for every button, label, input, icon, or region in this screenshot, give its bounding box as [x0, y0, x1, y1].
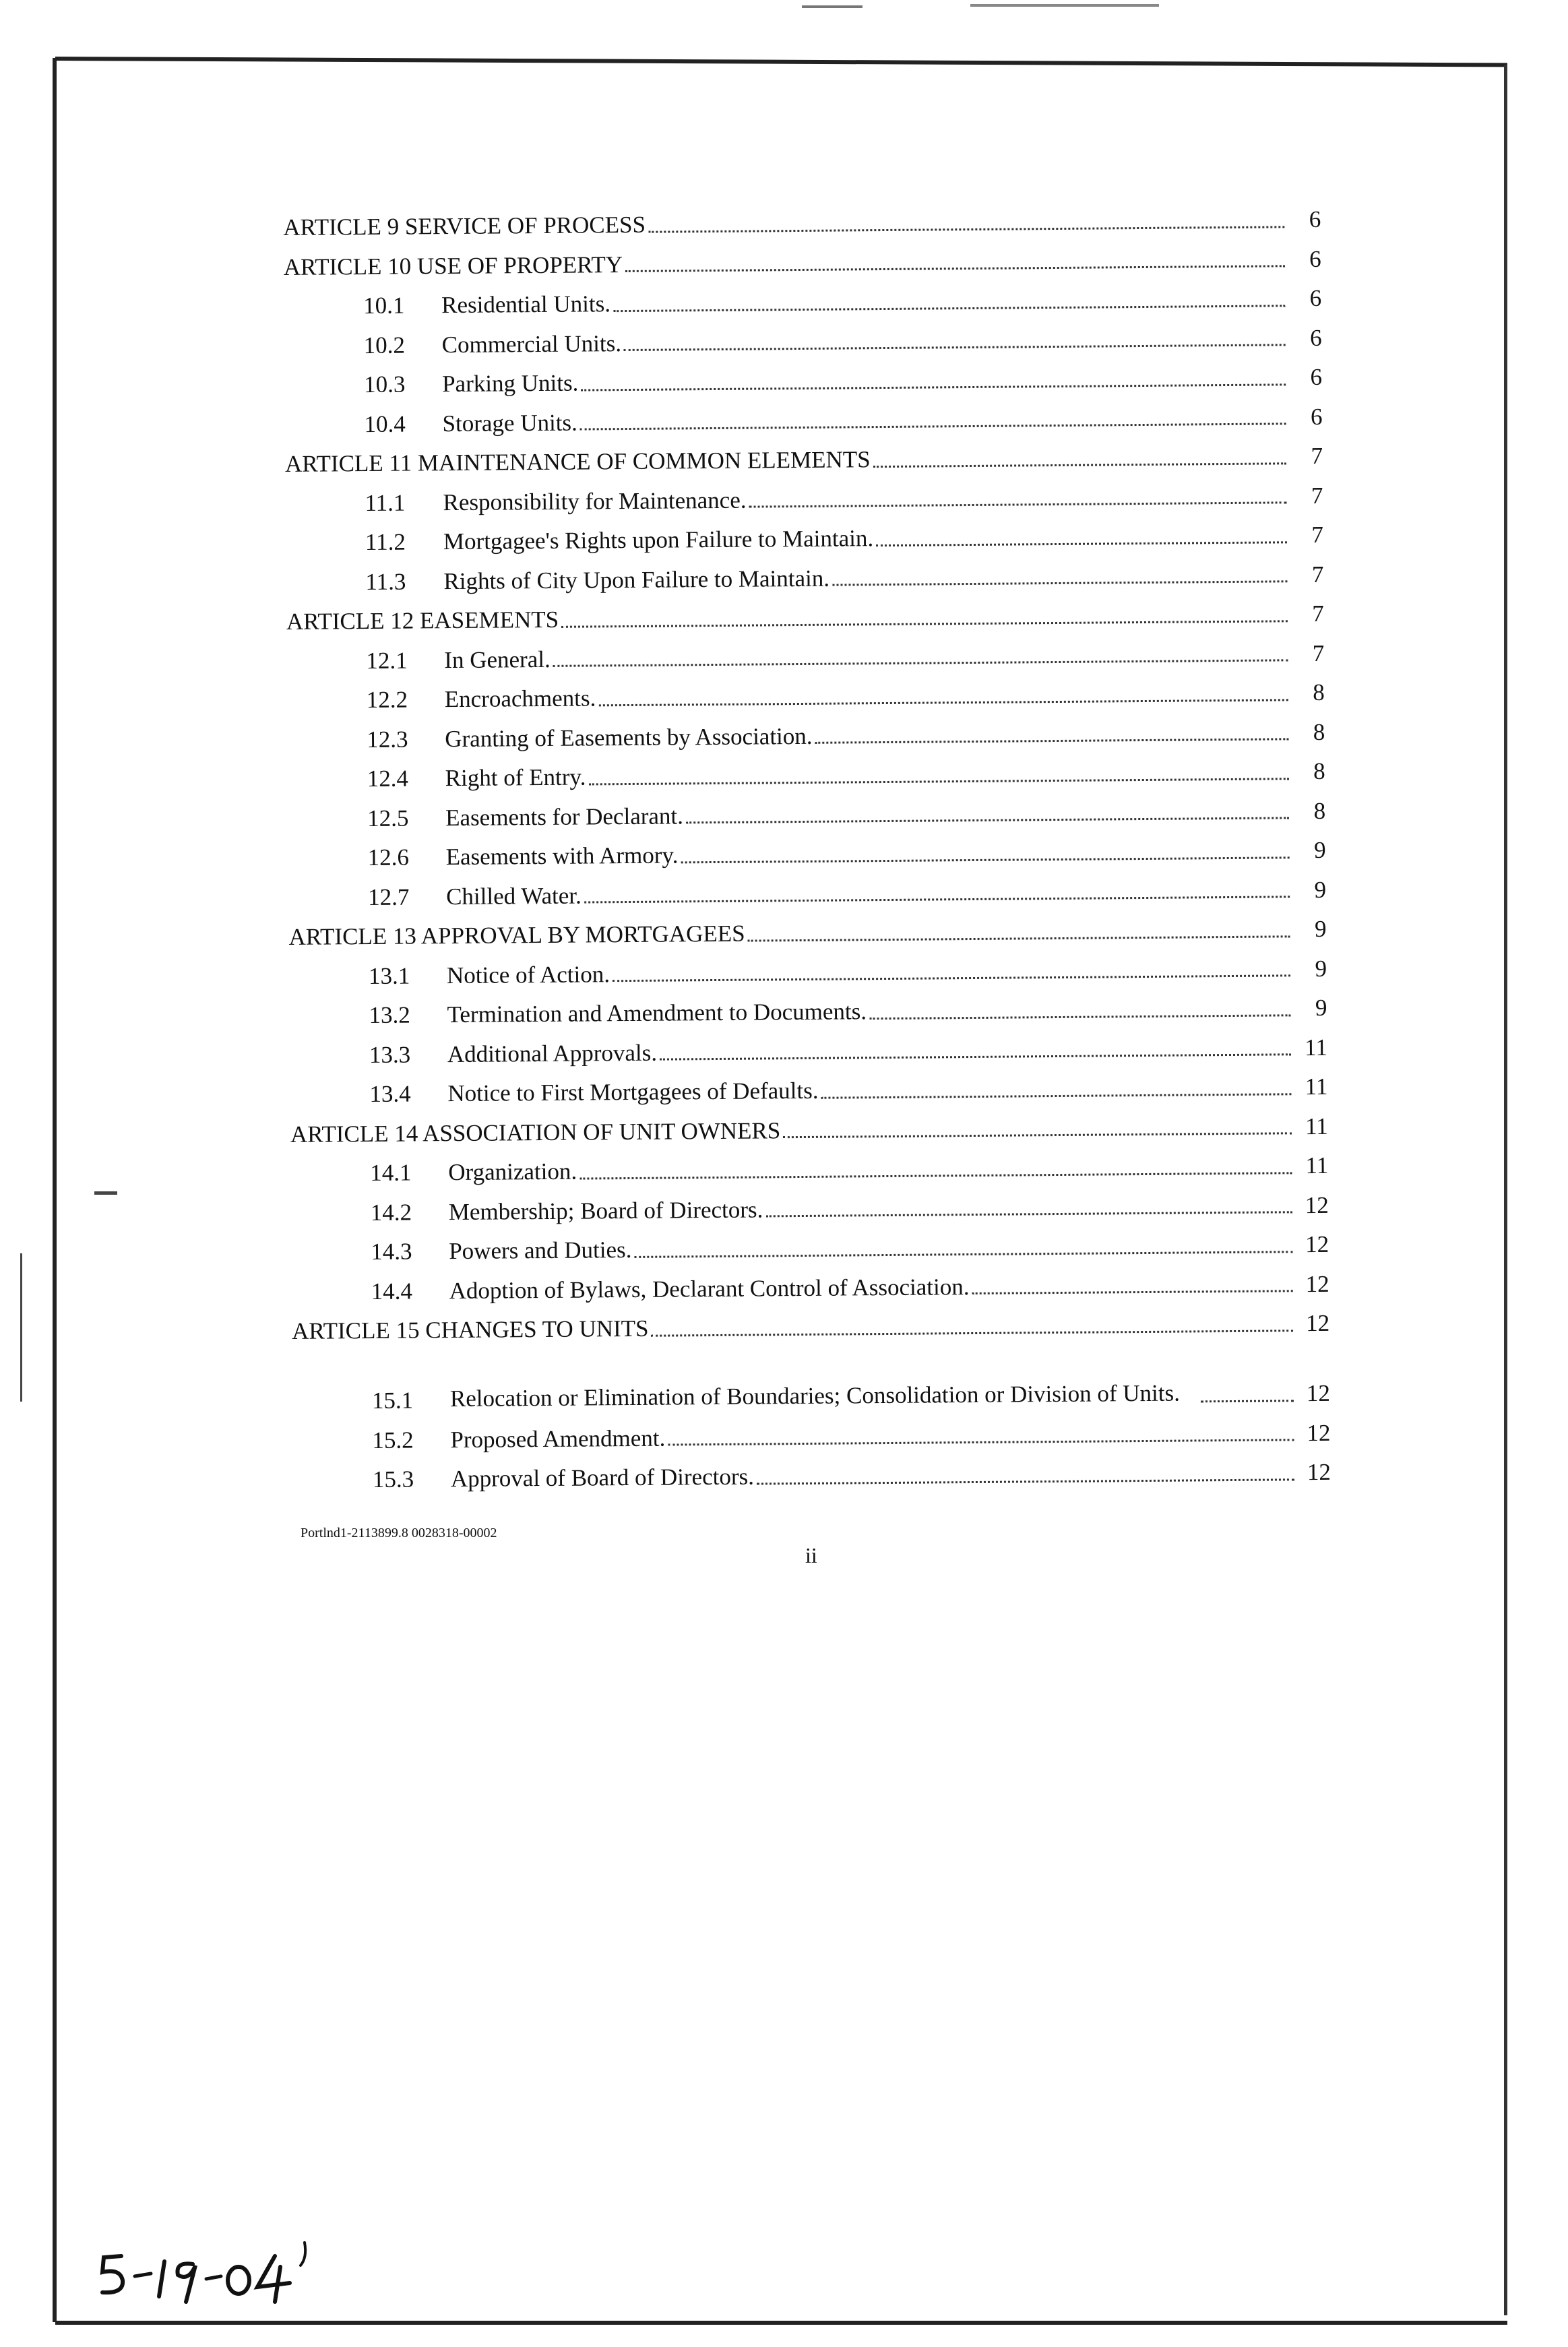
toc-entry-page: 11 [1305, 1073, 1328, 1100]
toc-entry-page: 6 [1309, 245, 1321, 272]
toc-entry-title: Easements with Armory. [445, 842, 679, 871]
dot-leader [561, 620, 1288, 627]
dot-leader [765, 1211, 1292, 1217]
dot-leader [748, 935, 1290, 941]
toc-entry-page: 9 [1313, 837, 1326, 864]
toc-entry-number: 13.2 [369, 1001, 410, 1029]
toc-entry-number: 10.4 [364, 410, 406, 437]
toc-entry-page: 8 [1313, 718, 1325, 745]
dot-leader [648, 226, 1284, 232]
dot-leader [553, 659, 1288, 667]
dot-leader [873, 462, 1286, 468]
dot-leader [581, 383, 1286, 391]
toc-entry-number: 14.4 [371, 1278, 413, 1305]
dot-leader [588, 778, 1288, 785]
page-border-bottom [55, 2321, 1507, 2325]
toc-entry-title: Powers and Duties. [449, 1237, 632, 1265]
toc-entry-title: Notice of Action. [446, 960, 610, 989]
scan-mark [94, 1191, 117, 1195]
dot-leader [584, 896, 1290, 903]
toc-entry-number: 13.3 [369, 1041, 411, 1068]
toc-entry-number: 10.1 [363, 292, 405, 319]
dot-leader [686, 817, 1289, 823]
toc-entry-number: 12.7 [367, 883, 410, 910]
toc-entry-number: 12.3 [367, 726, 408, 753]
toc-entry-number: 12.4 [367, 765, 409, 792]
dot-leader [749, 501, 1287, 507]
scan-mark [20, 1253, 22, 1402]
dot-leader [972, 1290, 1293, 1294]
toc-entry-page: 12 [1306, 1380, 1331, 1407]
toc-entry-title: Encroachments. [444, 685, 596, 713]
toc-entry-title: Parking Units. [441, 369, 579, 398]
toc-entry-title: Easements for Declarant. [445, 803, 684, 831]
page-border-left [53, 58, 57, 2322]
dot-leader [660, 1053, 1291, 1060]
toc-entry-page: 6 [1309, 285, 1322, 312]
toc-entry-page: 8 [1313, 797, 1326, 824]
dot-leader [624, 344, 1286, 351]
scan-mark [970, 4, 1159, 7]
toc-entry-title: Residential Units. [441, 290, 611, 319]
toc-entry-page: 7 [1311, 443, 1323, 470]
toc-entry-page: 12 [1305, 1270, 1329, 1297]
toc-entry-number: 12.5 [367, 805, 409, 832]
toc-entry-number: 11.2 [365, 528, 406, 556]
toc-entry-number: 11.1 [365, 489, 406, 516]
toc-entry-page: 12 [1307, 1459, 1331, 1486]
toc-entry-page: 9 [1315, 995, 1327, 1022]
dot-leader [579, 1172, 1292, 1179]
toc-entry-page: 7 [1311, 482, 1323, 509]
dot-leader [876, 541, 1287, 546]
toc-entry-number: 13.4 [369, 1080, 411, 1108]
toc-entry-number: 12.2 [366, 686, 408, 714]
toc-entry-number: 12.6 [367, 844, 410, 871]
dot-leader [681, 856, 1289, 863]
toc-entry-number: 12.1 [366, 647, 408, 674]
toc-entry-page: 11 [1305, 1113, 1328, 1139]
toc-entry-title: Termination and Amendment to Documents. [447, 998, 867, 1028]
toc-entry-page: 6 [1309, 206, 1321, 233]
dot-leader [1201, 1400, 1294, 1402]
dot-leader [821, 1093, 1292, 1098]
toc-entry-title: Membership; Board of Directors. [448, 1196, 763, 1225]
toc-entry-title: Storage Units. [442, 409, 577, 437]
toc-entry-title: ARTICLE 14 ASSOCIATION OF UNIT OWNERS [290, 1117, 781, 1148]
dot-leader [613, 974, 1290, 982]
dot-leader [580, 423, 1286, 430]
table-of-contents [283, 194, 1331, 1495]
toc-entry-page: 8 [1313, 679, 1325, 706]
toc-section-row [293, 1447, 1331, 1495]
dot-leader [635, 1251, 1293, 1258]
toc-entry-number: 11.3 [365, 568, 406, 595]
handwritten-date [94, 2237, 310, 2305]
dot-leader [815, 738, 1289, 744]
dot-leader [757, 1478, 1294, 1484]
scan-mark [802, 5, 863, 8]
toc-entry-number: 15.1 [371, 1387, 414, 1414]
toc-entry-title: Chilled Water. [445, 882, 582, 910]
toc-entry-title: Granting of Easements by Association. [445, 722, 813, 752]
dot-leader [869, 1014, 1290, 1020]
toc-entry-title: Mortgagee's Rights upon Failure to Maintain. [443, 525, 874, 555]
toc-entry-page: 8 [1313, 758, 1325, 785]
toc-entry-page: 12 [1305, 1191, 1329, 1218]
toc-entry-number: 15.3 [372, 1466, 414, 1493]
toc-entry-page: 9 [1314, 916, 1327, 943]
toc-entry-page: 7 [1312, 600, 1324, 627]
toc-entry-page: 6 [1310, 364, 1323, 391]
toc-entry-page: 9 [1314, 876, 1327, 903]
dot-leader [652, 1329, 1294, 1336]
toc-entry-page: 12 [1307, 1419, 1331, 1446]
toc-entry-title: Rights of City Upon Failure to Maintain. [443, 565, 830, 594]
toc-entry-page: 6 [1310, 403, 1323, 430]
toc-section-row [292, 1337, 1330, 1415]
toc-entry-number: 13.1 [368, 962, 410, 989]
toc-entry-title: ARTICLE 11 MAINTENANCE OF COMMON ELEMENTS [284, 446, 871, 478]
toc-entry-number: 15.2 [372, 1427, 414, 1453]
toc-entry-page: 7 [1311, 561, 1324, 588]
toc-entry-page: 11 [1305, 1152, 1329, 1179]
toc-entry-number: 10.3 [363, 371, 406, 398]
toc-entry-title: ARTICLE 9 SERVICE OF PROCESS [283, 212, 646, 241]
page-number: ii [805, 1543, 817, 1567]
toc-entry-page: 6 [1309, 324, 1322, 351]
toc-entry-title: Relocation or Elimination of Boundaries; Consolidation or Division of Units. [449, 1379, 1181, 1412]
toc-entry-title: Notice to First Mortgagees of Defaults. [447, 1077, 819, 1107]
toc-entry-title: ARTICLE 12 EASEMENTS [286, 606, 559, 635]
toc-entry-number: 14.1 [370, 1159, 412, 1187]
toc-entry-page: 7 [1312, 639, 1325, 666]
dot-leader [668, 1439, 1294, 1445]
toc-entry-page: 11 [1305, 1034, 1328, 1061]
toc-entry-title: Proposed Amendment. [450, 1425, 666, 1453]
toc-entry-number: 10.2 [363, 332, 406, 358]
dot-leader [613, 305, 1285, 312]
toc-entry-page: 12 [1305, 1231, 1329, 1258]
dot-leader [625, 265, 1285, 272]
toc-entry-title: Adoption of Bylaws, Declarant Control of Association. [449, 1273, 970, 1304]
dot-leader [832, 580, 1287, 586]
toc-entry-title: Commercial Units. [441, 330, 622, 358]
dot-leader [598, 699, 1288, 706]
toc-entry-title: Right of Entry. [445, 763, 586, 792]
toc-entry-title: ARTICLE 10 USE OF PROPERTY [283, 251, 623, 280]
toc-entry-title: ARTICLE 13 APPROVAL BY MORTGAGEES [288, 920, 745, 951]
toc-entry-title: ARTICLE 15 CHANGES TO UNITS [292, 1315, 649, 1345]
page-border-top [55, 57, 1507, 67]
toc-entry-title: Organization. [448, 1158, 577, 1186]
dot-leader [783, 1132, 1292, 1138]
toc-entry-page: 7 [1311, 522, 1324, 549]
toc-entry-page: 12 [1305, 1310, 1330, 1337]
toc-entry-title: Responsibility for Maintenance. [443, 487, 747, 515]
page-border-right [1504, 65, 1507, 2315]
toc-entry-number: 14.3 [371, 1238, 412, 1265]
toc-entry-number: 14.2 [370, 1199, 412, 1226]
document-id: Portlnd1-2113899.8 0028318-00002 [301, 1526, 497, 1540]
toc-entry-page: 9 [1315, 955, 1327, 982]
toc-entry-title: Additional Approvals. [447, 1039, 658, 1067]
toc-entry-title: In General. [444, 646, 551, 673]
toc-entry-title: Approval of Board of Directors. [450, 1463, 755, 1493]
